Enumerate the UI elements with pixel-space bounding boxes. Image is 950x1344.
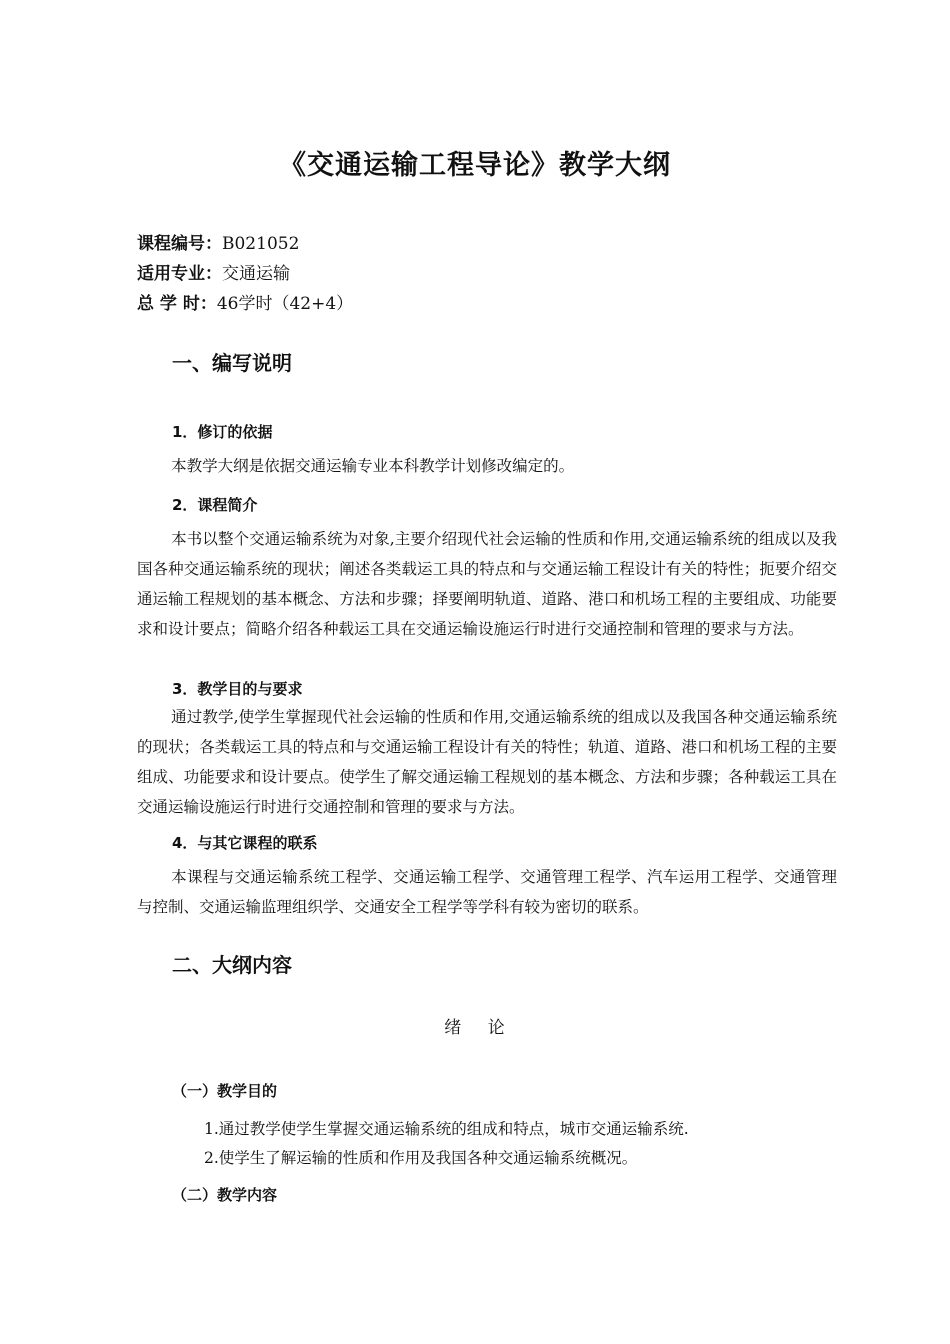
objective-item: 1.通过教学使学生掌握交通运输系统的组成和特点，城市交通运输系统.: [204, 1120, 689, 1138]
hours-line: [137, 293, 353, 315]
paragraph-course-intro: 本书以整个交通运输系统为对象,主要介绍现代社会运输的性质和作用,交通运输系统的组成以及我国各种交通运输系统的现状；阐述各类载运工具的特点和与交通运输工程设计有关的特性；扼要介绍交通运输工程规划的基本概念、方法和步骤；择要阐明轨道、道路、港口和机场工程的主要组成、功能要求和设计要点；简略介绍各种载运工具在交通运输设施运行时进行交通控制和管理的要求与方法。: [137, 530, 837, 638]
subheading-content: （二）教学内容: [172, 1186, 278, 1204]
major-line: [137, 263, 290, 285]
paragraph-related-courses: 本课程与交通运输系统工程学、交通运输工程学、交通管理工程学、汽车运用工程学、交通管理与控制、交通运输监理组织学、交通安全工程学等学科有较为密切的联系。: [137, 868, 837, 916]
subheading-teaching-goals: 3．教学目的与要求: [172, 680, 303, 698]
subheading-related-courses: 4．与其它课程的联系: [172, 834, 318, 852]
objective-item: 2.使学生了解运输的性质和作用及我国各种交通运输系统概况。: [204, 1149, 638, 1167]
subheading-course-intro: 2．课程简介: [172, 496, 258, 514]
document-title: 《交通运输工程导论》教学大纲: [279, 150, 671, 181]
major-label: 适用专业：: [137, 264, 222, 284]
course-number-label: 课程编号：: [137, 234, 222, 254]
course-number-value: B021052: [222, 234, 300, 254]
section-heading-outline-content: 二、大纲内容: [172, 953, 292, 977]
chapter-heading-introduction: 绪 论: [444, 1018, 506, 1038]
subheading-revision-basis: 1．修订的依据: [172, 423, 273, 441]
paragraph-teaching-goals: 通过教学,使学生掌握现代社会运输的性质和作用,交通运输系统的组成以及我国各种交通运输系统的现状；各类载运工具的特点和与交通运输工程设计有关的特性；轨道、道路、港口和机场工程的主要组成、功能要求和设计要点。使学生了解交通运输工程规划的基本概念、方法和步骤；各种载运工具在交通运输设施运行时进行交通控制和管理的要求与方法。: [137, 708, 837, 816]
hours-value: 46学时（42+4）: [216, 294, 354, 314]
course-number-line: [137, 233, 299, 255]
paragraph-revision-basis: 本教学大纲是依据交通运输专业本科教学计划修改编定的。: [171, 457, 575, 475]
subheading-objectives: （一）教学目的: [172, 1082, 278, 1100]
section-heading-writing-notes: 一、编写说明: [172, 351, 292, 375]
hours-label: 总 学 时：: [137, 294, 217, 314]
major-value: 交通运输: [222, 264, 290, 284]
